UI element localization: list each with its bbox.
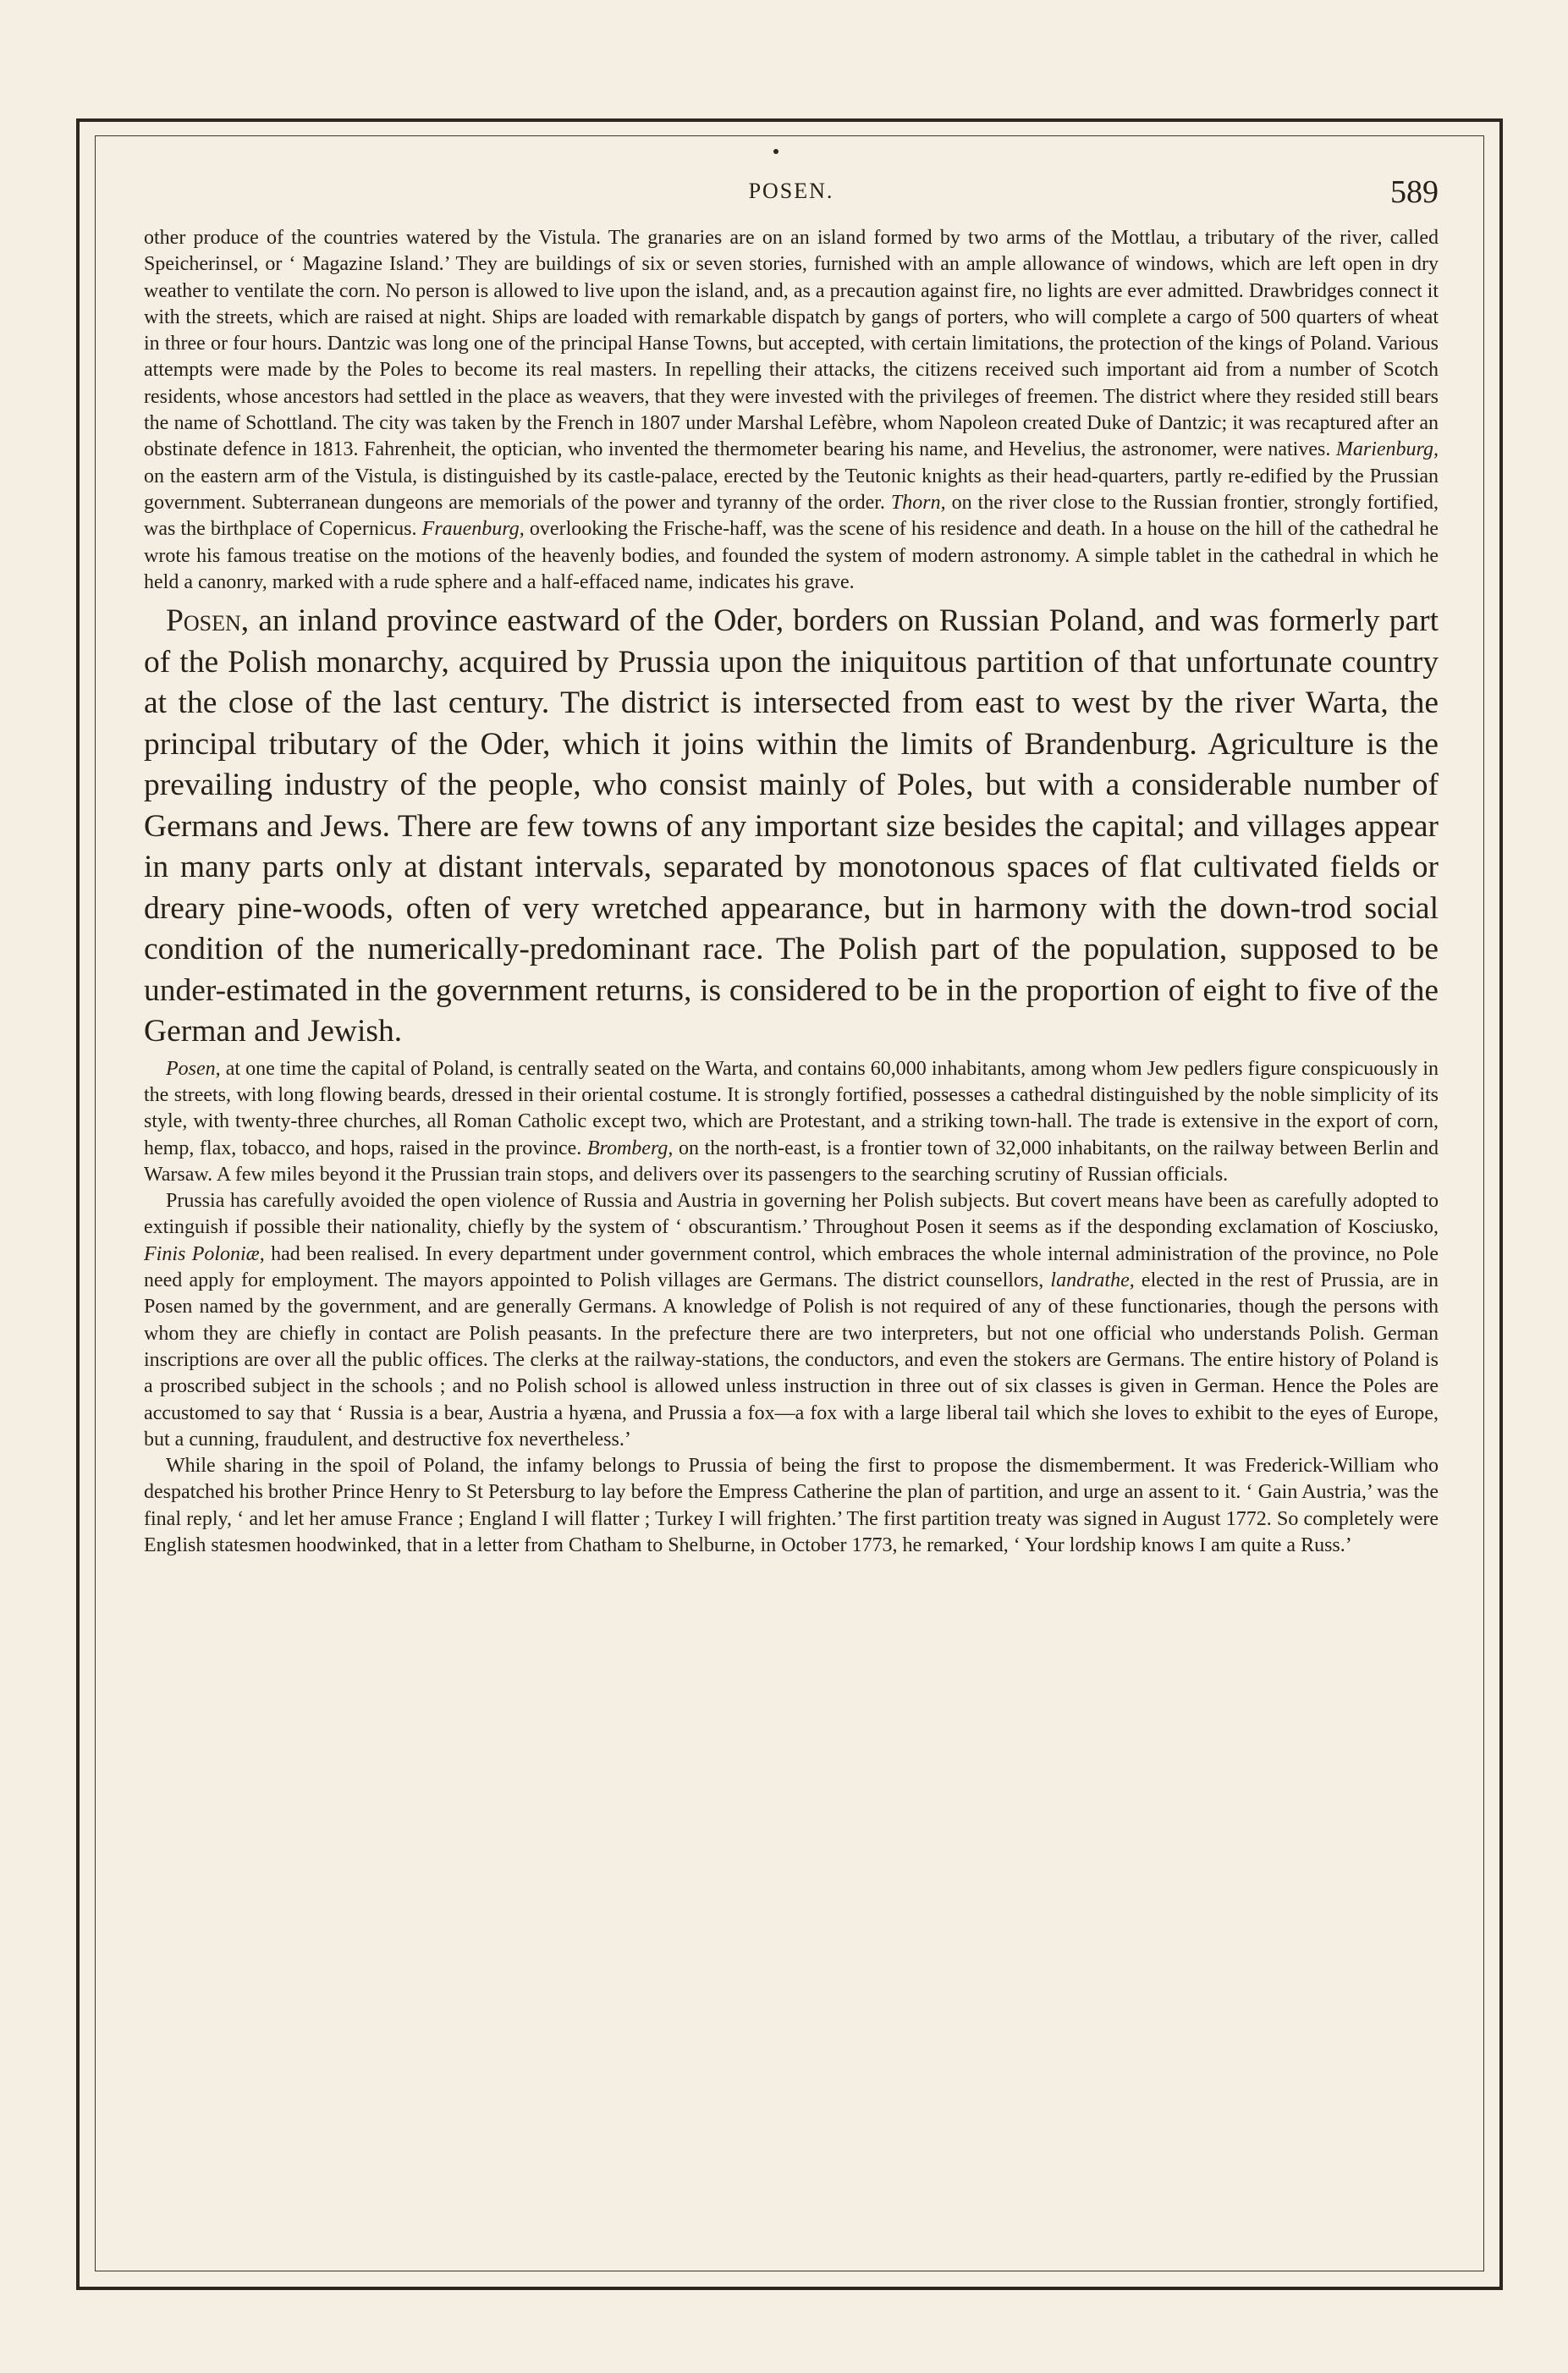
paragraph-text: on the eastern arm of the Vistula, is distinguished by its castle-palace, erected by the Teutonic knights as their head-quarters, partly re-edified by the Prussian government. Subterranean dungeons are memorials of the power and tyranny of the order. bbox=[144, 465, 1439, 514]
place-name-posen: Posen, bbox=[166, 1057, 221, 1080]
paragraph-text: Prussia has carefully avoided the open violence of Russia and Austria in governing her Polish subjects. But covert means have been as carefully adopted to extinguish if possible their nationality, chiefly by the system of ‘ obscurantism.’ Throughout Posen it seems as if the desponding exclamation of Kosciusko, bbox=[144, 1190, 1439, 1239]
paragraph-prussian-policy bbox=[144, 1188, 1439, 1453]
printer-dot-mark bbox=[773, 149, 778, 154]
section-lead-posen: Posen, bbox=[166, 603, 250, 639]
place-name-bromberg: Bromberg, bbox=[586, 1137, 674, 1159]
paragraph-text: an inland province eastward of the Oder, borders on Russian Poland, and was formerly part of the Polish monarchy, acquired by Prussia upon the iniquitous partition of that unfortunate country at the close of the last century. The district is intersected from east to west by the river Warta, the principal tributary of the Oder, which it joins within the limits of Brandenburg. Agriculture is the prevailing industry of the people, who consist mainly of Poles, but with a considerable number of Germans and Jews. There are few towns of any important size besides the capital; and villages appear in many parts only at distant intervals, separated by monotonous spaces of flat cultivated fields or dreary pine-woods, often of very wretched appearance, but in harmony with the down-trod social condition of the numerically-predominant race. The Polish part of the population, supposed to be under-estimated in the government returns, is considered to be in the proportion of eight to five of the German and Jewish. bbox=[144, 603, 1439, 1049]
place-name-frauenburg: Frauenburg, bbox=[421, 518, 525, 541]
paragraph-partition bbox=[144, 1453, 1439, 1559]
paragraph-posen-city bbox=[144, 1056, 1439, 1188]
running-header bbox=[144, 173, 1439, 211]
paragraph-text: at one time the capital of Poland, is centrally seated on the Warta, and contains 60,000 inhabitants, among whom Jew pedlers figure conspicuously in the streets, with long flowing beards, dressed in their oriental costume. It is strongly fortified, possesses a cathedral distinguished by the noble simplicity of its style, with twenty-three churches, all Roman Catholic except two, which are Protestant, and a striking town-hall. The trade is extensive in the export of corn, hemp, flax, tobacco, and hops, raised in the province. bbox=[144, 1057, 1439, 1159]
place-name-marienburg: Marienburg, bbox=[1335, 438, 1439, 461]
running-title: POSEN. bbox=[748, 179, 834, 203]
paragraph-text: elected in the rest of Prussia, are in Posen named by the government, and are generally Germans. A knowledge of Polish is not required of any of these functionaries, though the persons with whom they are chiefly in contact are Polish peasants. In the prefecture there are two interpreters, but not one official who understands Polish. German inscriptions are over all the public offices. The clerks at the railway-stations, the conductors, and even the stokers are Germans. The entire history of Poland is a proscribed subject in the schools ; and no Polish school is allowed unless instruction in three out of six classes is given in German. Hence the Poles are accustomed to say that ‘ Russia is a bear, Austria a hyæna, and Prussia a fox—a fox with a large liberal tail which she loves to exhibit to the eyes of Europe, but a cunning, fraudulent, and destructive fox nevertheless.’ bbox=[144, 1269, 1439, 1451]
term-landrathe: landrathe, bbox=[1050, 1269, 1135, 1292]
paragraph-text: on the north-east, is a frontier town of 32,000 inhabitants, on the railway between Berlin and Warsaw. A few miles beyond it the Prussian train stops, and delivers over its passengers to the searching scrutiny of Russian officials. bbox=[144, 1137, 1439, 1186]
place-name-thorn: Thorn, bbox=[890, 491, 946, 514]
paragraph-text: While sharing in the spoil of Poland, the infamy belongs to Prussia of being the first to propose the dismemberment. It was Frederick-William who despatched his brother Prince Henry to St Petersburg to lay before the Empress Catherine the plan of partition, and urge an assent to it. ‘ Gain Austria,’ was the final reply, ‘ and let her amuse France ; England I will flatter ; Turkey I will frighten.’ The first partition treaty was signed in August 1772. So completely were English statesmen hoodwinked, that in a letter from Chatham to Shelburne, in October 1773, he remarked, ‘ Your lordship knows I am quite a Russ.’ bbox=[144, 1455, 1439, 1556]
paragraph-text: overlooking the Frische-haff, was the scene of his residence and death. In a house on the hill of the cathedral he wrote his famous treatise on the motions of the heavenly bodies, and founded the system of modern astronomy. A simple tablet in the cathedral in which he held a canonry, marked with a rude sphere and a half-effaced name, indicates his grave. bbox=[144, 518, 1439, 593]
page-body bbox=[144, 225, 1439, 1559]
paragraph-dantzic-continued bbox=[144, 225, 1439, 596]
paragraph-text: on the river close to the Russian frontier, strongly fortified, was the birthplace of Copernicus. bbox=[144, 491, 1439, 541]
latin-phrase-finis-poloniae: Finis Poloniæ, bbox=[144, 1242, 265, 1265]
paragraph-text: other produce of the countries watered by the Vistula. The granaries are on an island formed by two arms of the Mottlau, a tributary of the river, called Speicherinsel, or ‘ Magazine Island.’ They are buildings of six or seven stories, furnished with an ample allowance of windows, which are left open in dry weather to ventilate the corn. No person is allowed to live upon the island, and, as a precaution against fire, no lights are ever admitted. Drawbridges connect it with the streets, which are raised at night. Ships are loaded with remarkable dispatch by gangs of porters, who will complete a cargo of 500 quarters of wheat in three or four hours. Dantzic was long one of the principal Hanse Towns, but accepted, with certain limitations, the protection of the kings of Poland. Various attempts were made by the Poles to become its real masters. In repelling their attacks, the citizens received such important aid from a number of Scotch residents, whose ancestors had settled in the place as weavers, that they were invested with the privileges of freemen. The district where they resided still bears the name of Schottland. The city was taken by the French in 1807 under Marshal Lefèbre, whom Napoleon created Duke of Dantzic; it was recaptured after an obstinate defence in 1813. Fahrenheit, the optician, who invented the thermometer bearing his name, and Hevelius, the astronomer, were natives. bbox=[144, 227, 1439, 461]
page-number: 589 bbox=[1390, 174, 1439, 210]
paragraph-text: had been realised. In every department under government control, which embraces the whole internal administration of the province, no Pole need apply for employment. The mayors appointed to Polish villages are Germans. The district counsellors, bbox=[144, 1242, 1439, 1292]
paragraph-posen-province bbox=[144, 601, 1439, 1053]
